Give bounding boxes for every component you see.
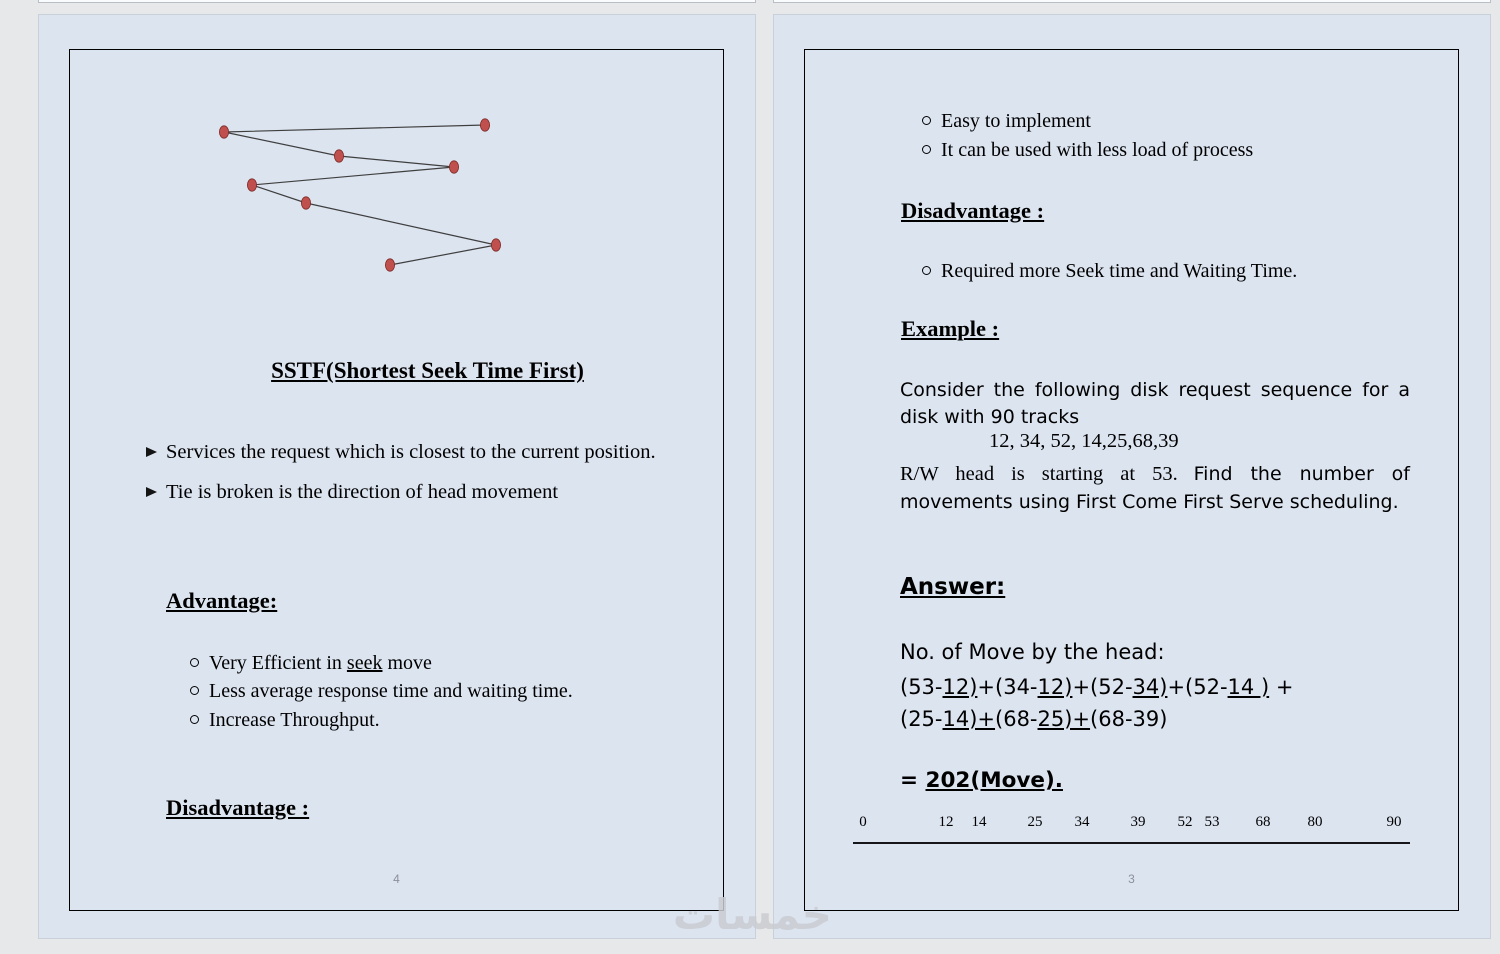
previous-page-edge <box>773 0 1491 3</box>
number-line-label: 39 <box>1130 814 1146 830</box>
track-point <box>385 259 394 271</box>
track-number-line <box>853 808 1410 844</box>
track-point <box>491 239 500 251</box>
page-number: 3 <box>1128 872 1135 886</box>
list-item <box>190 677 640 705</box>
result-equals: = <box>900 768 926 793</box>
slide-page-4 <box>38 14 756 939</box>
list-item <box>190 706 640 734</box>
main-bullet-list <box>146 436 658 516</box>
bullet-text: Services the request which is closest to the current position. <box>166 441 656 463</box>
number-line-label: 52 <box>1177 814 1193 830</box>
advantage-heading: Advantage: <box>166 588 278 613</box>
number-line-label: 34 <box>1074 814 1090 830</box>
bullet-text: Less average response time and waiting time. <box>209 680 573 703</box>
result-text <box>900 768 1063 793</box>
example-body-sans: Find the number of movements using First Come First Serve scheduling. <box>900 463 1410 514</box>
number-line-label: 80 <box>1307 814 1323 830</box>
number-line-label: 53 <box>1204 814 1220 830</box>
arrow-bullet-icon <box>146 447 157 457</box>
list-item <box>146 436 658 469</box>
number-line-label: 12 <box>938 814 954 830</box>
number-line-label: 14 <box>971 814 987 830</box>
circle-bullet-icon <box>190 658 199 667</box>
example-body-text <box>900 460 1410 516</box>
track-point <box>301 197 310 209</box>
advantage-continued-list <box>922 107 1414 166</box>
circle-bullet-icon <box>190 686 199 695</box>
bullet-text: Increase Throughput. <box>209 708 380 731</box>
circle-bullet-icon <box>922 116 931 125</box>
bullet-text: Easy to implement <box>941 110 1091 132</box>
example-heading: Example : <box>901 316 1000 341</box>
number-line-label: 0 <box>859 814 867 830</box>
example-intro-text: Consider the following disk request sequence for a disk with 90 tracks <box>900 379 1410 429</box>
track-point <box>449 161 458 173</box>
bullet-text: Required more Seek time and Waiting Time. <box>941 260 1298 282</box>
number-line-label: 90 <box>1386 814 1402 830</box>
circle-bullet-icon <box>922 145 931 154</box>
formula-line-1: (53-12)+(34-12)+(52-34)+(52-14 ) + <box>900 675 1294 699</box>
list-item <box>922 107 1414 135</box>
number-line-label: 68 <box>1255 814 1271 830</box>
disadvantage-heading: Disadvantage : <box>901 198 1045 223</box>
list-item <box>190 649 640 677</box>
slide-frame-left <box>69 49 724 911</box>
list-item <box>922 257 1414 285</box>
bullet-text: It can be used with less load of process <box>941 139 1254 162</box>
result-value: 202(Move). <box>925 768 1063 793</box>
bullet-text: Very Efficient in seek move <box>209 652 432 674</box>
formula-line-2: (25-14)+(68-25)+(68-39) <box>900 706 1168 731</box>
movement-formula <box>900 672 1425 735</box>
list-item <box>146 476 658 509</box>
track-point <box>334 150 343 162</box>
track-point <box>480 119 489 131</box>
slide-page-3 <box>773 14 1491 939</box>
right-column <box>773 0 1491 939</box>
disk-head-movement-diagram <box>70 50 722 290</box>
page-number: 4 <box>393 872 400 886</box>
track-point <box>219 126 228 138</box>
slide-frame-right <box>804 49 1459 911</box>
example-body-serif: R/W head is starting at 53. <box>900 463 1178 485</box>
left-column <box>38 0 756 939</box>
watermark: خمسات <box>672 890 833 939</box>
track-point <box>247 179 256 191</box>
number-line-label: 25 <box>1027 814 1043 830</box>
slide-title: SSTF(Shortest Seek Time First) <box>271 358 584 383</box>
disadvantage-list <box>922 257 1414 285</box>
bullet-text: Tie is broken is the direction of head movement <box>166 480 559 503</box>
circle-bullet-icon <box>190 715 199 724</box>
request-sequence-text: 12, 34, 52, 14,25,68,39 <box>989 430 1179 452</box>
arrow-bullet-icon <box>146 487 157 497</box>
previous-page-edge <box>38 0 756 3</box>
disadvantage-heading: Disadvantage : <box>166 795 310 820</box>
advantage-list <box>190 649 640 734</box>
answer-heading: Answer: <box>900 574 1006 600</box>
circle-bullet-icon <box>922 266 931 275</box>
list-item <box>922 136 1414 164</box>
answer-intro-text: No. of Move by the head: <box>900 640 1165 664</box>
